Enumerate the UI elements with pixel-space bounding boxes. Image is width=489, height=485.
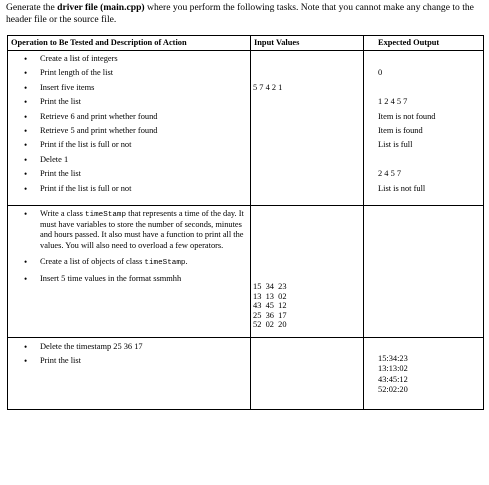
output-value: 13:13:02 <box>378 364 408 374</box>
list-item: • Retrieve 5 and print whether found <box>14 126 247 140</box>
output-value: 0 <box>378 68 383 78</box>
list-item: • Delete 1 <box>14 155 247 169</box>
input-value <box>253 169 360 183</box>
code-text: timeStamp <box>85 211 127 219</box>
list-item: • Delete the timestamp 25 36 17 <box>14 342 247 356</box>
intro-suffix: where you perform the following tasks. Note that you cannot make any change to the header file or the source file. <box>6 2 474 25</box>
inputs-cell <box>251 51 364 206</box>
output-value: 1 2 4 5 7 <box>378 97 408 107</box>
input-value <box>253 140 360 154</box>
header-operation: Operation to Be Tested and Description of Action <box>8 36 251 51</box>
operations-cell <box>8 51 251 206</box>
table-header-row <box>8 36 484 51</box>
list-item <box>14 209 247 251</box>
instructions-paragraph <box>6 2 484 25</box>
inputs-cell <box>251 206 364 338</box>
output-value: List is not full <box>378 183 426 193</box>
input-value <box>253 68 360 82</box>
list-item: • Print if the list is full or not <box>14 184 247 198</box>
list-item: • Print if the list is full or not <box>14 140 247 154</box>
operations-cell <box>8 338 251 410</box>
text-segment: that represents a time of the day. It must have variables to store the number of seconds, minutes and hours passed. It also must have a function to print all the values. You will also need to overload a few operators. <box>40 209 244 250</box>
output-value: Item is found <box>378 125 423 135</box>
input-value <box>253 97 360 111</box>
input-value: 5 7 4 2 1 <box>253 82 283 92</box>
input-value: 13 13 02 <box>253 291 287 301</box>
list-item: • Print the list <box>14 169 247 183</box>
output-value <box>378 155 480 169</box>
output-value: List is full <box>378 140 413 150</box>
table-row <box>8 338 484 410</box>
intro-bold: driver file (main.cpp) <box>57 2 145 13</box>
list-item: • Print length of the list <box>14 68 247 82</box>
table-row <box>8 51 484 206</box>
input-value <box>253 126 360 140</box>
list-item <box>14 257 247 268</box>
text-segment: . <box>185 256 188 266</box>
text-segment: Create a list of objects of class <box>40 256 145 266</box>
output-value <box>378 83 480 97</box>
input-value: 43 45 12 <box>253 301 287 311</box>
output-value: 52:02:20 <box>378 385 408 395</box>
list-item: • Print the list <box>14 97 247 111</box>
input-value <box>253 155 360 169</box>
input-value: 25 36 17 <box>253 310 287 320</box>
header-output: Expected Output <box>364 36 484 51</box>
list-item: • Print the list <box>14 356 247 370</box>
output-value: 43:45:12 <box>378 374 408 384</box>
table-row <box>8 206 484 338</box>
list-item: • Retrieve 6 and print whether found <box>14 112 247 126</box>
intro-prefix: Generate the <box>6 2 58 13</box>
operations-cell <box>8 206 251 338</box>
input-value: 52 02 20 <box>253 320 287 330</box>
input-value: 15 34 23 <box>253 282 287 291</box>
text-segment: Write a class <box>40 209 86 218</box>
outputs-cell <box>364 51 484 206</box>
output-value <box>378 54 480 68</box>
list-item: • Insert 5 time values in the format ssmmhh <box>14 274 247 284</box>
list-item: • Create a list of integers <box>14 54 247 68</box>
outputs-cell <box>364 206 484 338</box>
test-plan-table <box>7 35 484 410</box>
list-item: • Insert five items <box>14 83 247 97</box>
input-value <box>253 54 360 68</box>
outputs-cell <box>364 338 484 410</box>
output-value: 2 4 5 7 <box>378 169 402 179</box>
output-value: 15:34:23 <box>378 354 408 363</box>
inputs-cell <box>251 338 364 410</box>
input-value <box>253 112 360 126</box>
input-value <box>253 184 360 198</box>
output-value: Item is not found <box>378 111 436 121</box>
header-input: Input Values <box>251 36 364 51</box>
code-text: timeStamp <box>144 258 186 267</box>
